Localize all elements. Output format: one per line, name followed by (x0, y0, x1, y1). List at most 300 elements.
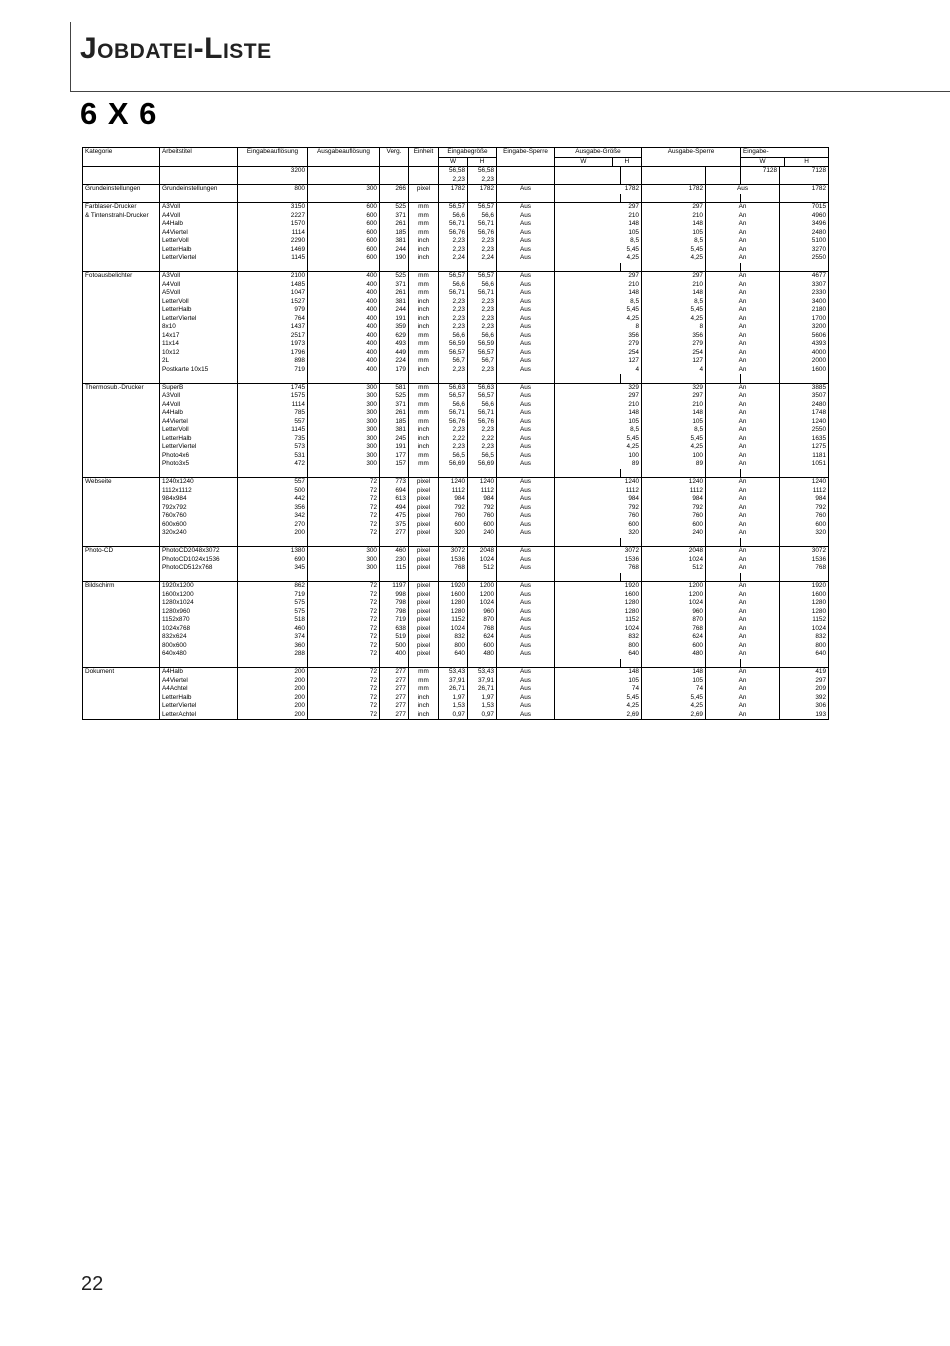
table-cell: 2,23 (468, 306, 497, 315)
table-cell: 773 (380, 478, 409, 487)
table-cell: 261 (380, 220, 409, 229)
table-cell: 525 (380, 392, 409, 401)
table-cell (621, 167, 642, 185)
table-cell: 494 (380, 504, 409, 513)
spacer-cell (621, 469, 642, 478)
table-cell: pixel (409, 504, 439, 513)
table-cell: 72 (308, 512, 380, 521)
table-cell: 297 (780, 677, 829, 686)
table-cell: Aus (497, 504, 555, 513)
table-cell: 56,57 (468, 203, 497, 212)
spacer-cell (308, 194, 380, 203)
jobfile-table (82, 147, 829, 720)
table-cell (706, 167, 741, 185)
table-cell: 148 (555, 220, 642, 229)
table-cell: 300 (308, 409, 380, 418)
spacer-cell (160, 573, 238, 582)
table-cell: 2550 (780, 426, 829, 435)
table-cell: mm (409, 383, 439, 392)
job-title-cell: A5Voll (160, 289, 238, 298)
table-cell: 1280 (439, 608, 468, 617)
table-cell: 1112 (555, 487, 642, 496)
table-cell: 1024 (642, 599, 706, 608)
table-cell: 1973 (238, 340, 308, 349)
category-cell (83, 254, 160, 263)
table-cell: Aus (497, 298, 555, 307)
table-cell: 56,71 (468, 220, 497, 229)
category-cell (83, 711, 160, 720)
table-cell: mm (409, 281, 439, 290)
table-cell: 210 (555, 401, 642, 410)
table-cell: 2,23 (439, 315, 468, 324)
table-cell: 1114 (238, 229, 308, 238)
table-cell: 297 (555, 272, 642, 281)
table-cell: 1782 (439, 185, 468, 194)
category-cell (83, 633, 160, 642)
spacer-cell (468, 374, 497, 383)
table-row (83, 435, 829, 444)
table-cell: 72 (308, 711, 380, 720)
table-cell: 1024 (780, 625, 829, 634)
spacer-cell (706, 659, 741, 668)
table-cell: 5,45 (555, 694, 642, 703)
table-cell: 3885 (780, 383, 829, 392)
table-cell: 5,45 (642, 246, 706, 255)
table-cell: 74 (642, 685, 706, 694)
table-cell: pixel (409, 185, 439, 194)
table-cell: 2,23 (439, 246, 468, 255)
table-cell: 4000 (780, 349, 829, 358)
table-cell: 300 (308, 401, 380, 410)
category-cell (83, 418, 160, 427)
table-cell: 37,91 (439, 677, 468, 686)
job-title-cell: PhotoCD1024x1536 (160, 556, 238, 565)
table-cell: 105 (642, 677, 706, 686)
table-cell: 2,24 (439, 254, 468, 263)
table-row (83, 694, 829, 703)
table-cell: 1152 (439, 616, 468, 625)
table-cell: 56,69 (439, 460, 468, 469)
table-row (83, 616, 829, 625)
table-cell: 8,5 (555, 426, 642, 435)
table-cell: 419 (780, 668, 829, 677)
table-row (83, 237, 829, 246)
spacer-cell (308, 469, 380, 478)
table-row (83, 564, 829, 573)
table-cell: 320 (555, 529, 642, 538)
table-cell: 1796 (238, 349, 308, 358)
table-cell: 1745 (238, 383, 308, 392)
table-cell: 1485 (238, 281, 308, 290)
spacer-cell (308, 573, 380, 582)
table-cell: 4,25 (555, 443, 642, 452)
table-cell: 56,59 (468, 340, 497, 349)
table-cell: 89 (642, 460, 706, 469)
table-cell: 209 (780, 685, 829, 694)
spacer-cell (409, 469, 439, 478)
category-cell: Thermosub.-Drucker (83, 383, 160, 392)
table-row (83, 529, 829, 538)
job-title-cell: A4Achtel (160, 685, 238, 694)
table-cell: Aus (497, 608, 555, 617)
table-cell: Aus (497, 418, 555, 427)
table-cell: 56,58 2,23 (468, 167, 497, 185)
table-cell: 56,5 (439, 452, 468, 461)
table-cell: 1920 (780, 582, 829, 591)
spacer-cell (468, 263, 497, 272)
table-cell: Aus (497, 460, 555, 469)
category-cell (83, 529, 160, 538)
category-cell (83, 694, 160, 703)
job-title-cell: 1600x1200 (160, 591, 238, 600)
spacer-cell (621, 263, 642, 272)
header-label: H (804, 157, 809, 165)
table-cell: Aus (497, 487, 555, 496)
table-cell: 960 (642, 608, 706, 617)
table-cell: 297 (555, 392, 642, 401)
table-cell: An (706, 383, 780, 392)
table-cell (308, 167, 380, 185)
table-cell: 1240 (439, 478, 468, 487)
table-cell: 768 (555, 564, 642, 573)
table-cell: 1570 (238, 220, 308, 229)
spacer-cell (497, 263, 555, 272)
table-cell: 381 (380, 426, 409, 435)
spacer-cell (439, 194, 468, 203)
job-title-cell: LetterVoll (160, 426, 238, 435)
table-cell: 2517 (238, 332, 308, 341)
table-cell: An (706, 272, 780, 281)
table-cell: 200 (238, 685, 308, 694)
job-title-cell: 640x480 (160, 650, 238, 659)
table-cell (642, 167, 706, 185)
spacer-cell (497, 194, 555, 203)
table-cell: 72 (308, 504, 380, 513)
table-cell: 100 (555, 452, 642, 461)
table-cell: 460 (238, 625, 308, 634)
table-cell: 74 (555, 685, 642, 694)
category-cell (83, 220, 160, 229)
table-cell (555, 167, 621, 185)
table-cell: 600 (555, 521, 642, 530)
table-cell: mm (409, 340, 439, 349)
table-cell: 56,6 (468, 212, 497, 221)
spacer-cell (741, 194, 780, 203)
table-cell: 72 (308, 677, 380, 686)
table-cell: 629 (380, 332, 409, 341)
spacer-cell (238, 573, 308, 582)
table-cell: 381 (380, 237, 409, 246)
table-cell: 2,23 (468, 298, 497, 307)
table-cell: 56,6 (468, 401, 497, 410)
table-cell: 870 (468, 616, 497, 625)
job-title-cell: LetterVoll (160, 237, 238, 246)
table-cell: inch (409, 694, 439, 703)
table-cell: 277 (380, 529, 409, 538)
table-cell: 0,97 (439, 711, 468, 720)
table-cell: 400 (308, 306, 380, 315)
table-cell: Aus (497, 254, 555, 263)
table-row (83, 418, 829, 427)
spacer-cell (380, 573, 409, 582)
table-cell: inch (409, 426, 439, 435)
table-cell: Aus (497, 582, 555, 591)
table-cell: An (706, 633, 780, 642)
table-cell: 2,23 (468, 323, 497, 332)
spacer-cell (238, 194, 308, 203)
table-cell: inch (409, 702, 439, 711)
table-cell: An (706, 616, 780, 625)
table-row (83, 487, 829, 496)
table-cell: 72 (308, 495, 380, 504)
table-cell: 56,7 (468, 357, 497, 366)
spacer-cell (160, 538, 238, 547)
table-cell: pixel (409, 633, 439, 642)
job-title-cell: 1152x870 (160, 616, 238, 625)
spacer-cell (83, 469, 160, 478)
job-title-cell: LetterVoll (160, 298, 238, 307)
category-cell (83, 564, 160, 573)
spacer-cell (555, 263, 621, 272)
table-cell: 266 (380, 185, 409, 194)
table-cell: mm (409, 272, 439, 281)
table-row (83, 426, 829, 435)
table-cell: 1114 (238, 401, 308, 410)
table-cell: 148 (642, 668, 706, 677)
table-cell (409, 167, 439, 185)
table-cell: An (706, 529, 780, 538)
table-cell: 105 (642, 229, 706, 238)
header-cell: Ausgabeauflösung (308, 148, 380, 167)
table-cell: An (706, 512, 780, 521)
table-cell: 832 (780, 633, 829, 642)
table-cell: 56,57 (468, 349, 497, 358)
table-cell: Aus (497, 685, 555, 694)
table-cell: An (706, 504, 780, 513)
table-cell: 1635 (780, 435, 829, 444)
category-cell (83, 246, 160, 255)
category-cell (83, 332, 160, 341)
table-cell: Aus (497, 633, 555, 642)
category-cell: Webseite (83, 478, 160, 487)
table-cell: An (706, 677, 780, 686)
table-cell: 2290 (238, 237, 308, 246)
job-title-cell: A4Halb (160, 409, 238, 418)
table-cell: 2,23 (468, 246, 497, 255)
spacer-cell (642, 659, 706, 668)
table-cell: 72 (308, 487, 380, 496)
spacer-cell (380, 374, 409, 383)
table-cell: 2,23 (439, 366, 468, 375)
spacer-row (83, 659, 829, 668)
table-cell: 300 (308, 564, 380, 573)
table-cell: 1024 (642, 556, 706, 565)
table-cell: 613 (380, 495, 409, 504)
table-cell: 240 (642, 529, 706, 538)
table-row (83, 591, 829, 600)
table-cell: 557 (238, 418, 308, 427)
table-cell: 300 (308, 426, 380, 435)
table-cell: An (706, 237, 780, 246)
table-cell (83, 167, 160, 185)
header-label: W (439, 158, 468, 167)
table-cell: Aus (497, 315, 555, 324)
job-title-cell: A3Voll (160, 272, 238, 281)
spacer-cell (439, 469, 468, 478)
table-cell: 56,76 (439, 229, 468, 238)
table-cell: 638 (380, 625, 409, 634)
table-cell: 800 (238, 185, 308, 194)
table-cell (380, 167, 409, 185)
table-cell: mm (409, 401, 439, 410)
table-cell: An (706, 281, 780, 290)
table-cell: 792 (468, 504, 497, 513)
table-cell: 2048 (468, 547, 497, 556)
table-cell: 0,97 (468, 711, 497, 720)
table-cell: 512 (468, 564, 497, 573)
table-cell: An (706, 401, 780, 410)
header-row (83, 148, 829, 167)
spacer-cell (780, 194, 829, 203)
table-cell: Aus (497, 392, 555, 401)
table-cell: 600 (308, 212, 380, 221)
table-cell: pixel (409, 529, 439, 538)
table-cell: 519 (380, 633, 409, 642)
table-cell: Aus (497, 512, 555, 521)
table-cell: 4393 (780, 340, 829, 349)
table-cell: An (706, 711, 780, 720)
table-cell: 735 (238, 435, 308, 444)
job-title-cell: 11x14 (160, 340, 238, 349)
table-cell: Aus (497, 452, 555, 461)
table-cell: 600 (468, 521, 497, 530)
table-cell: Aus (497, 185, 555, 194)
table-cell: 5100 (780, 237, 829, 246)
table-cell: 200 (238, 694, 308, 703)
table-cell: 3200 (238, 167, 308, 185)
table-cell: Aus (497, 203, 555, 212)
header-group-cell (439, 148, 497, 167)
table-cell: 1920 (439, 582, 468, 591)
header-label: W (555, 158, 613, 167)
table-cell: 254 (642, 349, 706, 358)
table-cell: mm (409, 357, 439, 366)
table-cell: 1112 (780, 487, 829, 496)
spacer-cell (621, 374, 642, 383)
table-row (83, 556, 829, 565)
category-cell (83, 323, 160, 332)
table-cell: 760 (468, 512, 497, 521)
table-cell: 1047 (238, 289, 308, 298)
table-cell: An (706, 435, 780, 444)
table-cell: An (706, 478, 780, 487)
table-cell: 270 (238, 521, 308, 530)
table-cell: Aus (706, 185, 780, 194)
table-cell: An (706, 418, 780, 427)
table-row (83, 625, 829, 634)
table-row (83, 711, 829, 720)
category-cell (83, 504, 160, 513)
table-cell: 2,23 (439, 323, 468, 332)
table-cell: inch (409, 237, 439, 246)
spacer-cell (555, 374, 621, 383)
job-title-cell: LetterViertel (160, 315, 238, 324)
table-cell: mm (409, 203, 439, 212)
spacer-cell (409, 573, 439, 582)
table-cell: Aus (497, 357, 555, 366)
category-cell (83, 556, 160, 565)
spacer-cell (706, 538, 741, 547)
table-row (83, 599, 829, 608)
table-cell: 224 (380, 357, 409, 366)
category-cell (83, 685, 160, 694)
header-label: Ausgabe-Größe (575, 148, 621, 155)
spacer-cell (160, 194, 238, 203)
table-cell: An (706, 564, 780, 573)
table-cell: mm (409, 229, 439, 238)
table-cell: 1152 (780, 616, 829, 625)
table-cell: mm (409, 392, 439, 401)
spacer-cell (468, 538, 497, 547)
table-cell: 148 (555, 289, 642, 298)
table-cell: 56,76 (468, 229, 497, 238)
table-cell: Aus (497, 306, 555, 315)
table-cell: 2,23 (439, 426, 468, 435)
spacer-cell (780, 469, 829, 478)
spacer-cell (555, 194, 621, 203)
table-cell: 244 (380, 306, 409, 315)
table-cell: 300 (308, 443, 380, 452)
table-cell: 1,97 (439, 694, 468, 703)
category-cell (83, 435, 160, 444)
table-cell: inch (409, 298, 439, 307)
table-cell: Aus (497, 323, 555, 332)
table-cell: An (706, 668, 780, 677)
table-cell: mm (409, 289, 439, 298)
table-cell: pixel (409, 478, 439, 487)
table-cell: 356 (238, 504, 308, 513)
table-cell: 185 (380, 418, 409, 427)
table-cell: 979 (238, 306, 308, 315)
spacer-cell (741, 538, 780, 547)
table-cell: 1275 (780, 443, 829, 452)
table-cell: An (706, 315, 780, 324)
table-cell: An (706, 332, 780, 341)
table-cell: 1145 (238, 254, 308, 263)
spacer-cell (706, 469, 741, 478)
table-cell: 2,23 (468, 443, 497, 452)
table-cell: 2227 (238, 212, 308, 221)
header-label: H (624, 157, 630, 165)
spacer-cell (380, 194, 409, 203)
category-cell: & Tintenstrahl-Drucker (83, 212, 160, 221)
table-cell: 1024 (555, 625, 642, 634)
category-cell (83, 443, 160, 452)
table-cell: 89 (555, 460, 642, 469)
table-cell: 2,23 (439, 443, 468, 452)
table-cell: 832 (555, 633, 642, 642)
table-row (83, 478, 829, 487)
table-cell: 72 (308, 591, 380, 600)
table-cell: 800 (439, 642, 468, 651)
table-cell: 5,45 (642, 306, 706, 315)
job-title-cell: 2L (160, 357, 238, 366)
table-cell: 2000 (780, 357, 829, 366)
table-cell: An (706, 556, 780, 565)
table-cell: Aus (497, 702, 555, 711)
table-cell: 1527 (238, 298, 308, 307)
table-cell: 3496 (780, 220, 829, 229)
